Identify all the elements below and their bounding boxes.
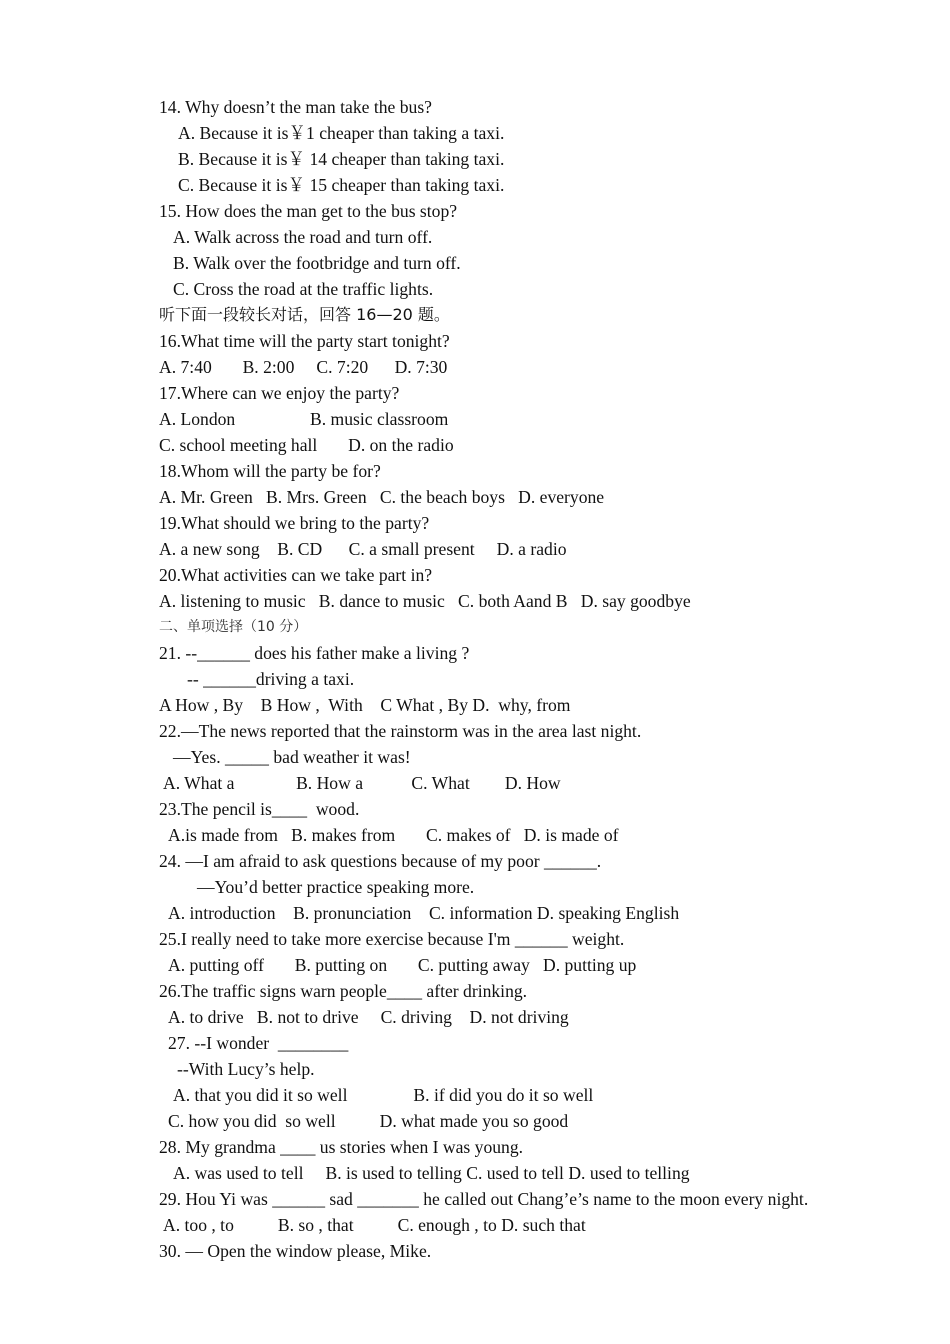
q15-option-c: C. Cross the road at the traffic lights. bbox=[173, 279, 434, 299]
q28-options: A. was used to tell B. is used to telling C. used to tell D. used to telling bbox=[173, 1163, 690, 1183]
q16-options: A. 7:40 B. 2:00 C. 7:20 D. 7:30 bbox=[159, 357, 448, 377]
q17-options-cd: C. school meeting hall D. on the radio bbox=[159, 435, 454, 455]
q27-options-ab: A. that you did it so well B. if did you do it so well bbox=[173, 1085, 594, 1105]
q27-reply: --With Lucy’s help. bbox=[177, 1059, 315, 1079]
q29-options: A. too , to B. so , that C. enough , to D. such that bbox=[163, 1215, 586, 1235]
question-28: 28. My grandma ____ us stories when I was young. bbox=[159, 1137, 524, 1157]
question-20: 20.What activities can we take part in? bbox=[159, 565, 433, 585]
question-18: 18.Whom will the party be for? bbox=[159, 461, 381, 481]
q26-options: A. to drive B. not to drive C. driving D. not driving bbox=[168, 1007, 569, 1027]
question-24: 24. —I am afraid to ask questions because of my poor ______. bbox=[159, 851, 602, 871]
q15-option-b: B. Walk over the footbridge and turn off. bbox=[173, 253, 461, 273]
question-29: 29. Hou Yi was ______ sad _______ he called out Chang’e’s name to the moon every night. bbox=[159, 1189, 809, 1209]
q14-option-a: A. Because it is￥1 cheaper than taking a taxi. bbox=[178, 123, 505, 143]
q14-option-c: C. Because it is￥ 15 cheaper than taking taxi. bbox=[178, 175, 505, 195]
section-heading: 二、单项选择（10 分） bbox=[159, 619, 308, 635]
q27-options-cd: C. how you did so well D. what made you so good bbox=[168, 1111, 569, 1131]
q18-options: A. Mr. Green B. Mrs. Green C. the beach boys D. everyone bbox=[159, 487, 605, 507]
q22-reply: —Yes. _____ bad weather it was! bbox=[173, 747, 411, 767]
question-17: 17.Where can we enjoy the party? bbox=[159, 383, 400, 403]
question-21: 21. --______ does his father make a living ? bbox=[159, 643, 470, 663]
q14-option-b: B. Because it is￥ 14 cheaper than taking taxi. bbox=[178, 149, 505, 169]
question-19: 19.What should we bring to the party? bbox=[159, 513, 430, 533]
question-14: 14. Why doesn’t the man take the bus? bbox=[159, 97, 432, 117]
q22-options: A. What a B. How a C. What D. How bbox=[163, 773, 561, 793]
question-22: 22.—The news reported that the rainstorm was in the area last night. bbox=[159, 721, 642, 741]
question-15: 15. How does the man get to the bus stop? bbox=[159, 201, 458, 221]
q24-reply: —You’d better practice speaking more. bbox=[197, 877, 475, 897]
q21-reply: -- ______driving a taxi. bbox=[187, 669, 355, 689]
question-27: 27. --I wonder ________ bbox=[168, 1033, 349, 1053]
question-26: 26.The traffic signs warn people____ after drinking. bbox=[159, 981, 528, 1001]
question-30: 30. — Open the window please, Mike. bbox=[159, 1241, 432, 1261]
q20-options: A. listening to music B. dance to music C. both Aand B D. say goodbye bbox=[159, 591, 691, 611]
q19-options: A. a new song B. CD C. a small present D. a radio bbox=[159, 539, 567, 559]
q25-options: A. putting off B. putting on C. putting away D. putting up bbox=[168, 955, 637, 975]
q21-options: A How , By B How , With C What , By D. why, from bbox=[159, 695, 571, 715]
q24-options: A. introduction B. pronunciation C. information D. speaking English bbox=[168, 903, 680, 923]
q23-options: A.is made from B. makes from C. makes of D. is made of bbox=[168, 825, 619, 845]
listening-instruction: 听下面一段较长对话，回答 16—20 题。 bbox=[159, 305, 450, 324]
question-23: 23.The pencil is____ wood. bbox=[159, 799, 360, 819]
q15-option-a: A. Walk across the road and turn off. bbox=[173, 227, 433, 247]
question-25: 25.I really need to take more exercise because I'm ______ weight. bbox=[159, 929, 625, 949]
question-16: 16.What time will the party start tonight? bbox=[159, 331, 450, 351]
q17-options-ab: A. London B. music classroom bbox=[159, 409, 449, 429]
